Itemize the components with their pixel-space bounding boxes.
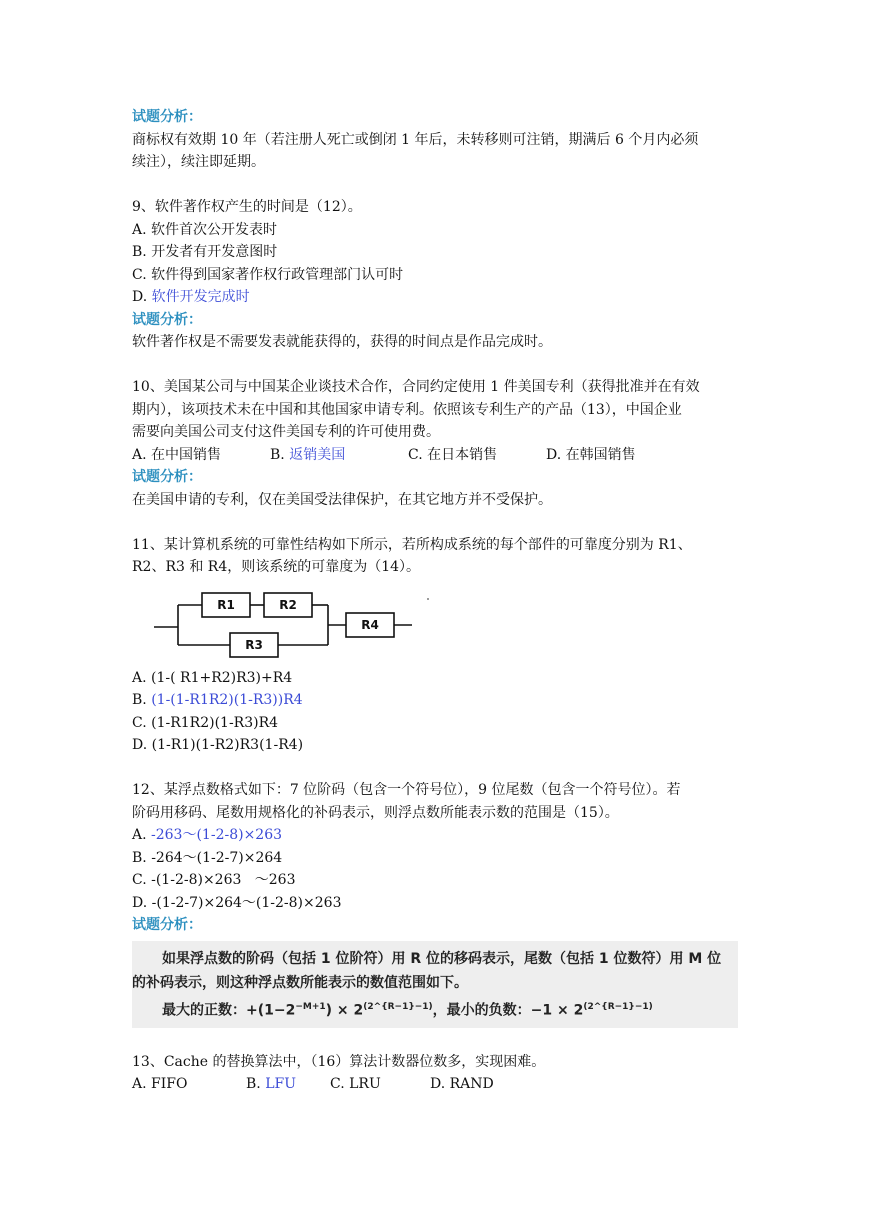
question-10: 需要向美国公司支付这件美国专利的许可使用费。 bbox=[132, 424, 440, 440]
question-11: 11、某计算机系统的可靠性结构如下所示，若所构成系统的每个部件的可靠度分别为 R1、 bbox=[132, 536, 692, 553]
option-d: D. -(1-2-7)×264～(1-2-8)×263 bbox=[132, 894, 342, 911]
label-r4: R4 bbox=[361, 617, 379, 632]
option-b: B. (1-(1-R1R2)(1-R3))R4 bbox=[132, 692, 303, 708]
option-d: D. 在韩国销售 bbox=[546, 446, 636, 463]
question-10: 期内），该项技术未在中国和其他国家申请专利。依照该专利生产的产品（13），中国企业 bbox=[132, 401, 682, 418]
label-r2: R2 bbox=[279, 597, 297, 612]
question-12: 阶码用移码、尾数用规格化的补码表示，则浮点数所能表示数的范围是（15）。 bbox=[132, 804, 619, 821]
option-a: A. 软件首次公开发表时 bbox=[132, 221, 278, 238]
speck bbox=[427, 598, 429, 600]
analysis-text: 续注），续注即延期。 bbox=[132, 154, 265, 170]
option-b: B. 开发者有开发意图时 bbox=[132, 244, 278, 260]
analysis-text: 商标权有效期 10 年（若注册人死亡或倒闭 1 年后，未转移则可注销，期满后 6 个月内必须 bbox=[132, 131, 699, 148]
answer-highlight: (1-(1-R1R2)(1-R3))R4 bbox=[151, 692, 303, 708]
option-b: B. -264～(1-2-7)×264 bbox=[132, 849, 283, 866]
analysis-text: 在美国申请的专利，仅在美国受法律保护，在其它地方并不受保护。 bbox=[132, 491, 552, 508]
reliability-diagram bbox=[152, 583, 442, 661]
option-a: A. FIFO bbox=[132, 1076, 188, 1093]
question-12: 12、某浮点数格式如下：7 位阶码（包含一个符号位），9 位尾数（包含一个符号位）。若 bbox=[132, 782, 681, 798]
question-13: 13、Cache 的替换算法中，（16）算法计数器位数多，实现困难。 bbox=[132, 1053, 546, 1070]
options-row bbox=[132, 1073, 738, 1096]
option-d: D. (1-R1)(1-R2)R3(1-R4) bbox=[132, 737, 304, 753]
option-c: C. 在日本销售 bbox=[408, 446, 498, 463]
question-10: 10、美国某公司与中国某企业谈技术合作，合同约定使用 1 件美国专利（获得批准并在有效 bbox=[132, 379, 700, 395]
label-r3: R3 bbox=[245, 637, 263, 652]
option-c: C. -(1-2-8)×263 ～263 bbox=[132, 872, 296, 888]
option-c: C. (1-R1R2)(1-R3)R4 bbox=[132, 714, 279, 731]
document-page bbox=[132, 106, 738, 1096]
figure-line: 如果浮点数的阶码（包括 1 位阶符）用 R 位的移码表示，尾数（包括 1 位数符）用 M 位 bbox=[162, 950, 722, 967]
answer-highlight: 软件开发完成时 bbox=[151, 289, 250, 305]
option-d: D. 软件开发完成时 bbox=[132, 289, 250, 305]
analysis-text: 软件著作权是不需要发表就能获得的，获得的时间点是作品完成时。 bbox=[132, 334, 552, 350]
options-row bbox=[132, 444, 738, 467]
answer-highlight: LFU bbox=[265, 1076, 297, 1093]
option-b: B. LFU bbox=[246, 1076, 297, 1093]
option-a: A. -263～(1-2-8)×263 bbox=[132, 827, 283, 843]
analysis-figure bbox=[132, 941, 738, 1029]
option-c: C. LRU bbox=[330, 1076, 381, 1093]
answer-highlight: -263～(1-2-8)×263 bbox=[151, 827, 283, 843]
analysis-heading: 试题分析： bbox=[132, 311, 202, 328]
analysis-heading: 试题分析： bbox=[132, 917, 202, 933]
figure-line: 的补码表示，则这种浮点数所能表示的数值范围如下。 bbox=[132, 974, 468, 991]
option-c: C. 软件得到国家著作权行政管理部门认可时 bbox=[132, 266, 404, 283]
analysis-heading: 试题分析： bbox=[132, 469, 202, 485]
option-a: A. 在中国销售 bbox=[132, 446, 222, 463]
question-11: R2、R3 和 R4，则该系统的可靠度为（14）。 bbox=[132, 559, 421, 575]
label-r1: R1 bbox=[217, 597, 235, 612]
figure-formula: 最大的正数：$+(1-2^{-M+1}) \times 2^{(2\^{}\{R-1\}-1)}$，最小的负数：$-1 \times 2^{(2\^{}\{R-1\}-1)}$ bbox=[162, 1001, 653, 1019]
question-9: 9、软件著作权产生的时间是（12）。 bbox=[132, 199, 362, 215]
option-d: D. RAND bbox=[430, 1076, 494, 1093]
option-a: A. (1-( R1+R2)R3)+R4 bbox=[132, 669, 293, 686]
answer-highlight: 返销美国 bbox=[289, 446, 346, 463]
analysis-heading: 试题分析： bbox=[132, 109, 202, 125]
option-b: B. 返销美国 bbox=[270, 446, 346, 463]
